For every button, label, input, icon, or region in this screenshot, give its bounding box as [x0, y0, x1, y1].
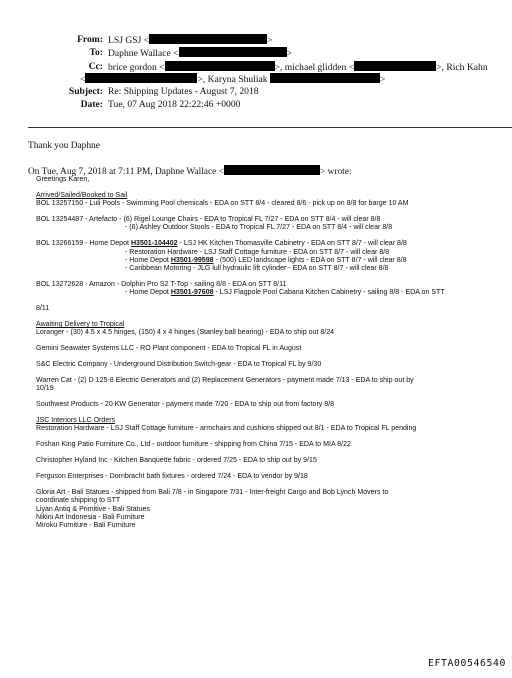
list-item: Gemini Seawater Systems LLC - RO Plant component - EDA to Tropical FL in August — [36, 345, 302, 353]
list-item: Foshan King Patio Furniture Co., Ltd - outdoor furniture - shipping from China 7/15 - EDA to MIA 8/22 — [36, 441, 351, 449]
greeting: Greetings Karen, — [36, 176, 90, 183]
list-item: Christopher Hyland Inc - Kitchen Banquette fabric - ordered 7/25 - EDA to ship out by 9/15 — [36, 457, 317, 465]
cc-label: Cc: — [88, 61, 103, 72]
redaction-box — [179, 47, 287, 57]
to-value: Daphne Wallace < > — [108, 48, 292, 59]
list-item: coordinate shipping to STT — [36, 497, 121, 505]
list-item: Nikini Art Indonesia - Bali Furniture — [36, 513, 145, 521]
redaction-box — [354, 61, 436, 71]
cc-value-line2: < >, Karyna Shuliak > — [80, 74, 386, 85]
list-item: BOL 13272628 - Amazon - Dolphin Pro S2 T-Top - sailing 8/8 - EDA on STT 8/11 — [36, 281, 287, 289]
quoted-message — [36, 176, 476, 531]
redaction-box — [85, 73, 197, 83]
section-heading: Arrived/Sailed/Booked to Sail — [36, 191, 128, 199]
list-item: Restoration Hardware - LSJ Staff Cottage furniture - armchairs and cushions shipped out 8/1 - EDA to Tropical FL pending — [36, 425, 417, 433]
list-item: - Home Depot H3501-97608 - LSJ Flagpole Pool Cabana Kitchen Cabinetry - sailing 8/8 - EDA on STT — [125, 289, 445, 297]
order-number-link[interactable]: H3501-104402 — [130, 240, 178, 248]
reply-text: Thank you Daphne — [28, 141, 100, 151]
section-heading: Awaiting Delivery to Tropical — [36, 321, 125, 329]
redaction-box — [224, 165, 320, 175]
list-item: BOL 13266159 - Home Depot H3501-104402 - LSJ HK Kitchen Thomasville Cabinetry - EDA on STT 8/7 - will clear 8/8 — [36, 240, 407, 248]
from-value: LSJ GSJ < > — [108, 35, 273, 46]
list-item: BOL 13257150 - Luli Pools - Swimming Pool chemicals - EDA on STT 8/4 - cleared 8/6 - pick up on 8/8 for barge 10 AM — [36, 200, 409, 208]
from-label: From: — [77, 34, 103, 45]
list-item: Southwest Products - 20 KW Generator - payment made 7/20 - EDA to ship out from factory 8/8 — [36, 401, 335, 409]
header-divider — [28, 127, 512, 128]
redaction-box — [270, 73, 380, 83]
list-item: Liyan Antiq & Primitive - Bali Statues — [36, 505, 150, 513]
list-item: Miroku Furniture - Bali Furniture — [36, 522, 136, 530]
list-item: S&C Electric Company - Underground Distribution Switch-gear - EDA to Tropical FL by 9/30 — [36, 361, 322, 369]
subject-label: Subject: — [68, 86, 103, 97]
order-number-link[interactable]: H3501-97608 — [170, 289, 214, 297]
date-label: Date: — [80, 99, 103, 110]
quote-intro: On Tue, Aug 7, 2018 at 7:11 PM, Daphne Wallace < > wrote: — [28, 167, 352, 177]
list-item: - Caribbean Motoring - JLG lull hydraulic lift cylinder - EDA on STT 8/7 - will clear 8/8 — [125, 265, 389, 273]
cc-value-line1: brice gordon < >, michael glidden < >, Rich Kahn — [108, 62, 488, 73]
list-item: Warren Cat - (2) D 125-8 Electric Generators and (2) Replacement Generators - payment made 7/13 - EDA to ship out by — [36, 377, 414, 385]
redaction-box — [149, 34, 267, 44]
date-value: Tue, 07 Aug 2018 22:22:46 +0000 — [108, 99, 241, 110]
list-item: - (6) Ashley Outdoor Stools - EDA to Tropical FL 7/27 - EDA on STT 8/4 - will clear 8/8 — [125, 224, 393, 232]
list-item: Gloria Art - Bali Statues - shipped from Bali 7/8 - in Singapore 7/31 - Inter-freight Cargo and Bob Lynch Movers to — [36, 489, 389, 497]
list-item: Loranger - (30) 4.5 x 4.5 hinges, (150) 4 x 4 hinges (Stanley ball bearing) - EDA to ship out 8/24 — [36, 329, 335, 337]
subject-value: Re: Shipping Updates - August 7, 2018 — [108, 86, 259, 97]
redaction-box — [165, 61, 275, 71]
list-item: BOL 13254487 - Artefacto - (6) Rigel Lounge Chairs - EDA to Tropical FL 7/27 - EDA on STT 8/4 - will clear 8/8 — [36, 216, 381, 224]
list-item: - Home Depot H3501-99598 - (500) LED landscape lights - EDA on STT 8/7 - will clear 8/8 — [125, 256, 407, 264]
list-item: 10/19 — [36, 385, 54, 393]
to-label: To: — [89, 47, 103, 58]
list-item: - Restoration Hardware - LSJ Staff Cottage furniture - EDA on STT 8/7 - will clear 8/8 — [125, 248, 390, 256]
list-item: 8/11 — [36, 305, 50, 313]
document-id: EFTA00546540 — [428, 658, 506, 669]
section-heading: JSC Interiors LLC Orders — [36, 417, 116, 425]
order-number-link[interactable]: H3501-99598 — [170, 256, 214, 264]
list-item: Ferguson Enterprises - Dornbracht bath fixtures - ordered 7/24 - EDA to vendor by 9/18 — [36, 473, 308, 481]
